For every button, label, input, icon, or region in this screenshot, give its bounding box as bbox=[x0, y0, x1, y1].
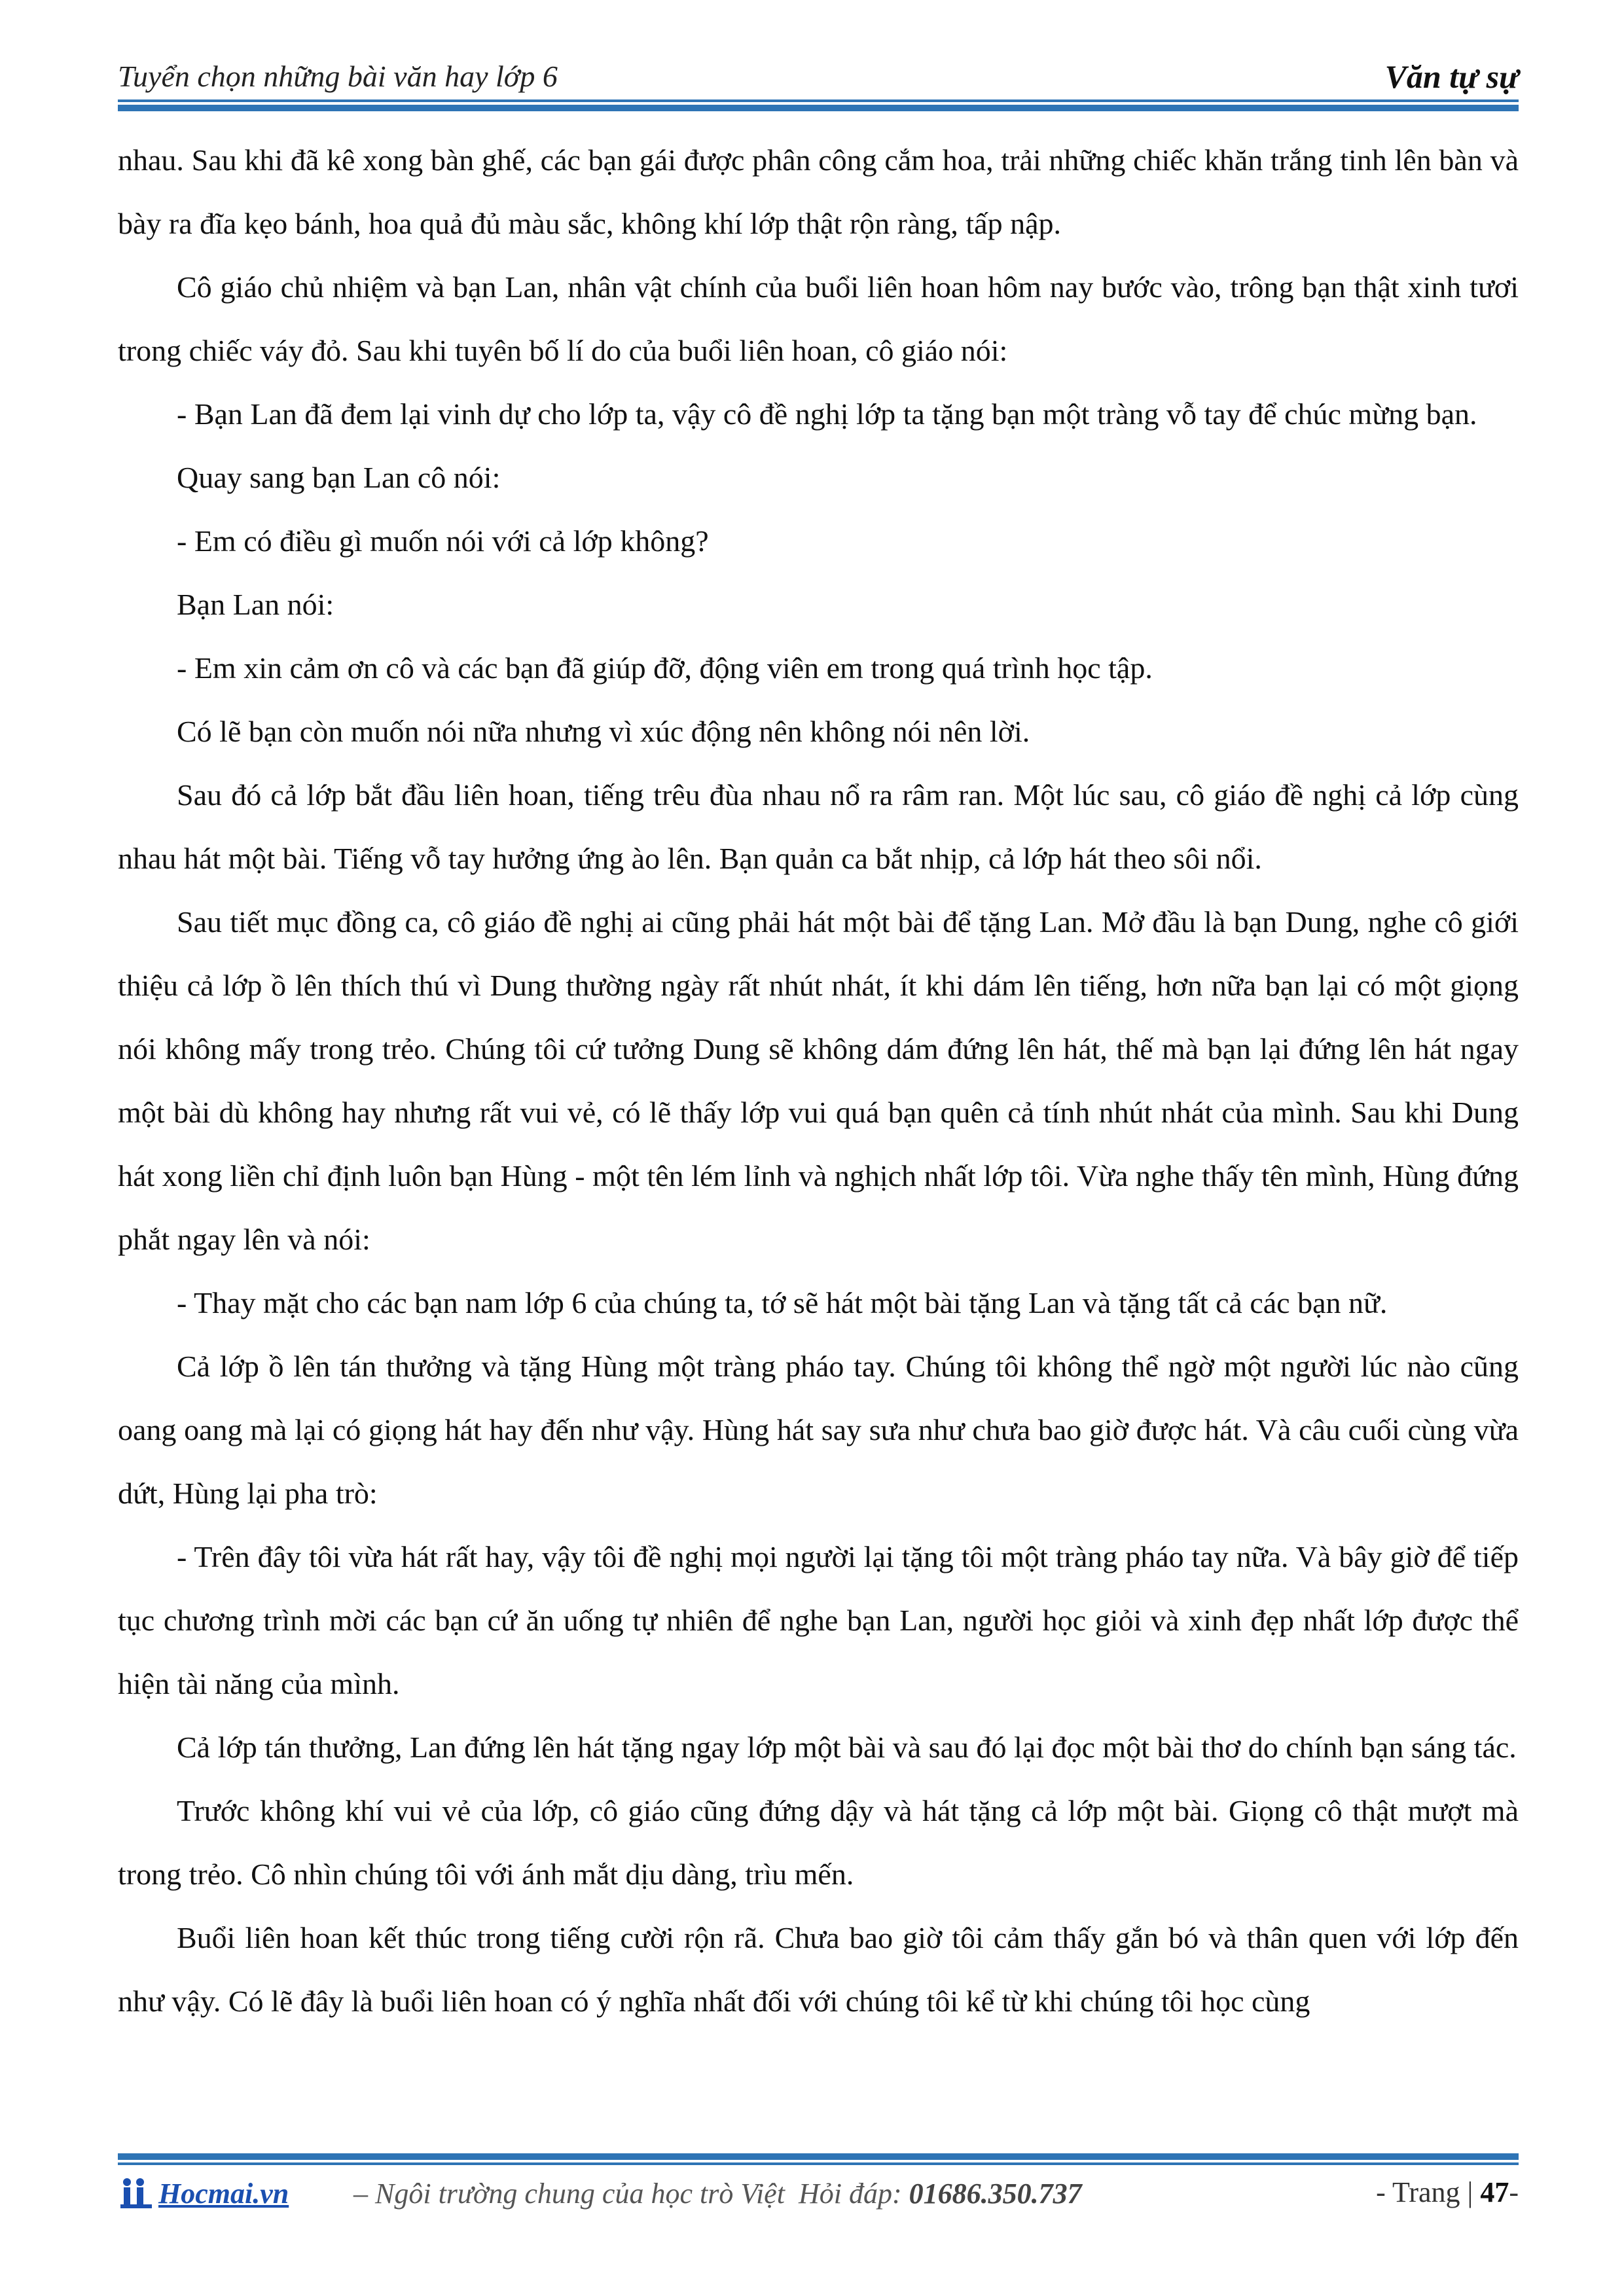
footer-rule-thin bbox=[118, 2162, 1519, 2165]
book-title: Tuyển chọn những bài văn hay lớp 6 bbox=[118, 60, 558, 93]
paragraph: - Bạn Lan đã đem lại vinh dự cho lớp ta, vậy cô đề nghị lớp ta tặng bạn một tràng vỗ tay để chúc mừng bạn. bbox=[177, 397, 1477, 431]
site-link[interactable]: Hocmai.vn bbox=[158, 2178, 289, 2210]
paragraph: Sau tiết mục đồng ca, cô giáo đề nghị ai cũng phải hát một bài để tặng Lan. Mở đầu là bạn Dung, nghe cô giới thiệu cả lớp ồ lên thích thú vì Dung thường ngày rất nhút nhát, ít khi dám lên tiếng, hơn nữa bạn lại có một giọng nói không mấy trong trẻo. Chúng tôi cứ tưởng Dung sẽ không dám đứng lên hát, thế mà bạn lại đứng lên hát ngay một bài dù không hay nhưng rất vui vẻ, có lẽ thấy lớp vui quá bạn quên cả tính nhút nhát của mình. Sau khi Dung hát xong liền chỉ định luôn bạn Hùng - một tên lém lỉnh và nghịch nhất lớp tôi. Vừa nghe thấy tên mình, Hùng đứng phắt ngay lên và nói: bbox=[118, 905, 1519, 1256]
paragraph: Cả lớp tán thưởng, Lan đứng lên hát tặng ngay lớp một bài và sau đó lại đọc một bài thơ do chính bạn sáng tác. bbox=[177, 1731, 1517, 1764]
paragraph: - Thay mặt cho các bạn nam lớp 6 của chúng ta, tớ sẽ hát một bài tặng Lan và tặng tất cả các bạn nữ. bbox=[177, 1286, 1388, 1319]
page-footer bbox=[118, 2172, 1519, 2217]
hotline-number: 01686.350.737 bbox=[909, 2178, 1082, 2210]
paragraph: - Trên đây tôi vừa hát rất hay, vậy tôi đề nghị mọi người lại tặng tôi một tràng pháo tay nữa. Và bây giờ để tiếp tục chương trình mời các bạn cứ ăn uống tự nhiên để nghe bạn Lan, người học giỏi và xinh đẹp nhất lớp được thể hiện tài năng của mình. bbox=[118, 1540, 1519, 1700]
paragraph: Có lẽ bạn còn muốn nói nữa nhưng vì xúc động nên không nói nên lời. bbox=[177, 715, 1030, 748]
page-number-block bbox=[1376, 2176, 1519, 2209]
header-rule-thick bbox=[118, 105, 1519, 111]
hocmai-logo-icon bbox=[118, 2174, 154, 2211]
page-number: 47 bbox=[1480, 2176, 1509, 2208]
hotline-label: Hỏi đáp: bbox=[799, 2178, 902, 2210]
paragraph: Sau đó cả lớp bắt đầu liên hoan, tiếng trêu đùa nhau nổ ra râm ran. Một lúc sau, cô giáo đề nghị cả lớp cùng nhau hát một bài. Tiếng vỗ tay hưởng ứng ào lên. Bạn quản ca bắt nhịp, cả lớp hát theo sôi nổi. bbox=[118, 778, 1519, 875]
section-title: Văn tự sự bbox=[1384, 58, 1519, 95]
page-suffix: - bbox=[1509, 2176, 1519, 2208]
hotline bbox=[799, 2177, 1082, 2210]
paragraph: Buổi liên hoan kết thúc trong tiếng cười rộn rã. Chưa bao giờ tôi cảm thấy gắn bó và thân quen với lớp đến như vậy. Có lẽ đây là buổi liên hoan có ý nghĩa nhất đối với chúng tôi kể từ khi chúng tôi học cùng bbox=[118, 1921, 1519, 2018]
paragraph: Trước không khí vui vẻ của lớp, cô giáo cũng đứng dậy và hát tặng cả lớp một bài. Giọng cô thật mượt mà trong trẻo. Cô nhìn chúng tôi với ánh mắt dịu dàng, trìu mến. bbox=[118, 1794, 1519, 1891]
paragraph: nhau. Sau khi đã kê xong bàn ghế, các bạn gái được phân công cắm hoa, trải những chiếc khăn trắng tinh lên bàn và bày ra đĩa kẹo bánh, hoa quả đủ màu sắc, không khí lớp thật rộn ràng, tấp nập. bbox=[118, 143, 1519, 240]
paragraph: - Em có điều gì muốn nói với cả lớp không? bbox=[177, 524, 709, 558]
paragraph: Cô giáo chủ nhiệm và bạn Lan, nhân vật chính của buổi liên hoan hôm nay bước vào, trông bạn thật xinh tươi trong chiếc váy đỏ. Sau khi tuyên bố lí do của buổi liên hoan, cô giáo nói: bbox=[118, 270, 1519, 367]
header-rule-thin bbox=[118, 99, 1519, 102]
page-header bbox=[118, 52, 1519, 98]
paragraph: Quay sang bạn Lan cô nói: bbox=[177, 461, 501, 494]
site-slogan: – Ngôi trường chung của học trò Việt bbox=[353, 2178, 785, 2210]
footer-rule-thick bbox=[118, 2153, 1519, 2160]
paragraph: Bạn Lan nói: bbox=[177, 588, 334, 621]
paragraph: Cả lớp ồ lên tán thưởng và tặng Hùng một tràng pháo tay. Chúng tôi không thể ngờ một người lúc nào cũng oang oang mà lại có giọng hát hay đến như vậy. Hùng hát say sưa như chưa bao giờ được hát. Và câu cuối cùng vừa dứt, Hùng lại pha trò: bbox=[118, 1350, 1519, 1510]
body-text bbox=[118, 128, 1519, 2033]
paragraph: - Em xin cảm ơn cô và các bạn đã giúp đỡ, động viên em trong quá trình học tập. bbox=[177, 651, 1153, 685]
page-label: - Trang | bbox=[1376, 2176, 1473, 2208]
